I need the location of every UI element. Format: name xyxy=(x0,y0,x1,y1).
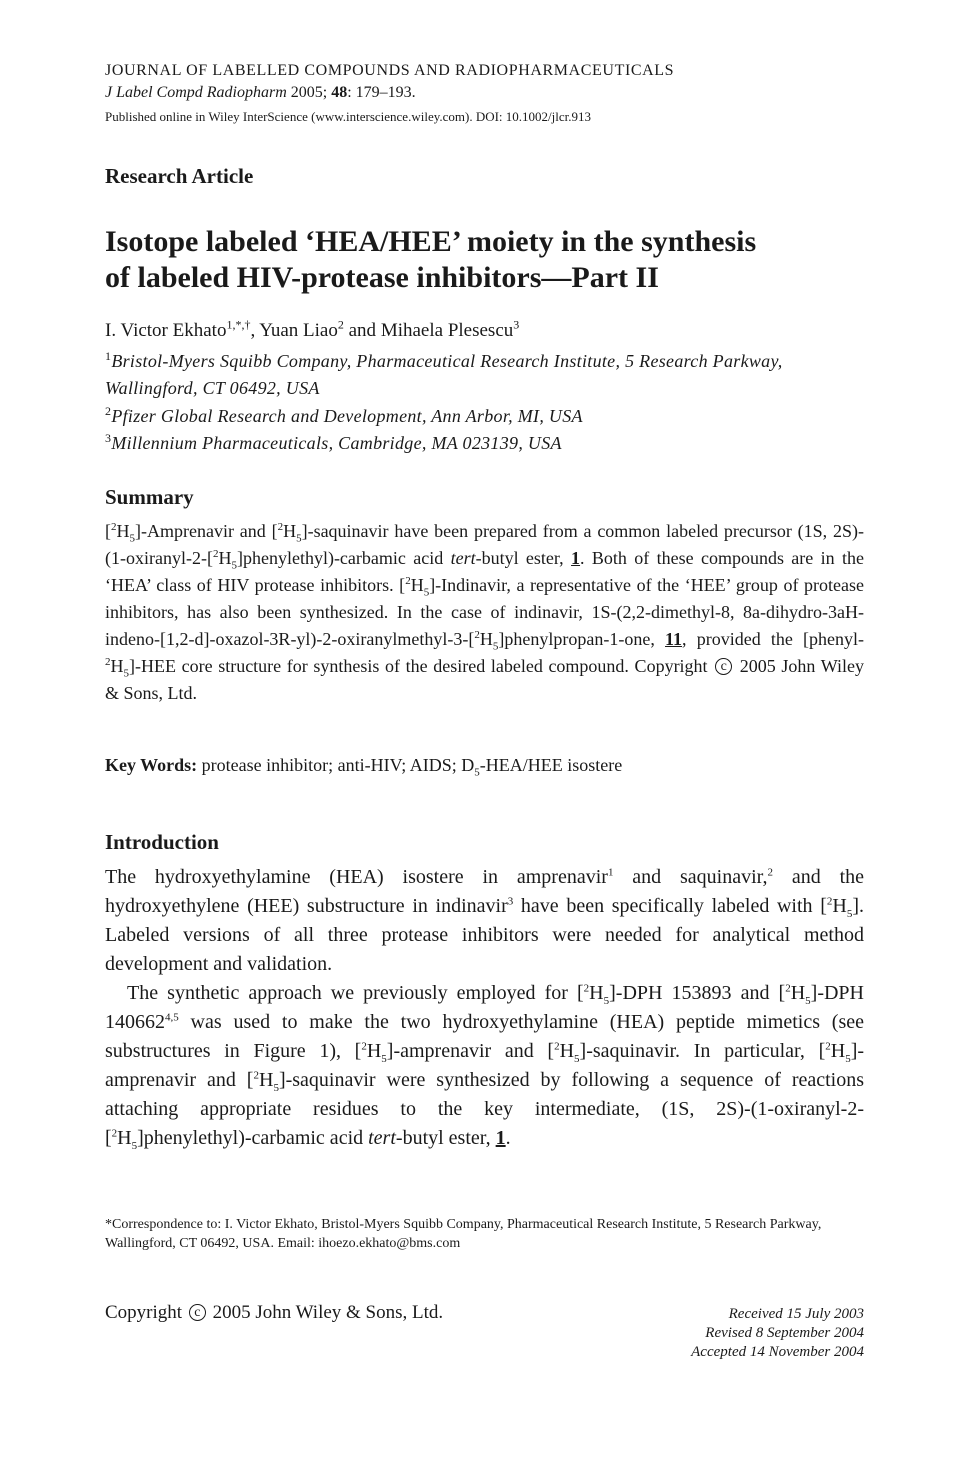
copyright-holder: 2005 John Wiley & Sons, Ltd. xyxy=(212,1302,444,1323)
affiliation-number: 1 xyxy=(105,349,112,363)
keywords-subscript: 5 xyxy=(474,766,480,779)
citation-volume: 48 xyxy=(331,84,348,101)
affiliation-text: Millennium Pharmaceuticals, Cambridge, MA 023139, USA xyxy=(111,433,562,453)
citation xyxy=(105,84,416,102)
intro-paragraph-2: The synthetic approach we previously employed for $[^2H_5]$-DPH 153893 and $[^2H_5]$-DPH 140662$^{4,5}$ was used to make the two hydroxyethylamine (HEA) peptide mimetics (see substructures in Figure 1), $[^2H_5]$-amprenavir and $[^2H_5]$-saquinavir. In particular, $[^2H_5]$-amprenavir and $[^2H_5]$-saquinavir were synthesized by following a sequence of reactions attaching appropriate residues to the key intermediate, (1S, $2S)-(1-oxiranyl-2-[^2H_5]phenylethyl)$-carbamic acid tert-butyl ester, 1. xyxy=(105,982,865,1152)
article-title xyxy=(105,224,864,296)
intro-paragraph-1: The hydroxyethylamine (HEA) isostere in amprenavir$^1$ and saquinavir,$^2$ and the hydroxyethylene (HEE) substructure in indinavir$^3$ have been specifically labeled with $[^2H_5]$. Labeled versions of all three protease inhibitors were needed for analytical method development and validation. xyxy=(105,866,865,975)
affiliation-1 xyxy=(105,348,864,402)
keywords-label: Key Words: xyxy=(105,755,198,775)
author-1: I. Victor Ekhato xyxy=(105,320,227,341)
affiliation-text: Pfizer Global Research and Development, Ann Arbor, MI, USA xyxy=(111,406,583,426)
accepted-date: Accepted 14 November 2004 xyxy=(691,1344,864,1360)
author-2-sup: 2 xyxy=(337,317,344,332)
keywords xyxy=(105,753,864,785)
title-line-1: Isotope labeled ‘HEA/HEE’ moiety in the synthesis xyxy=(105,225,757,258)
affiliation-number: 3 xyxy=(105,431,112,445)
affiliation-number: 2 xyxy=(105,404,112,418)
copyright-label: Copyright xyxy=(105,1302,183,1323)
copyright-line xyxy=(105,1301,443,1325)
journal-name: JOURNAL OF LABELLED COMPOUNDS AND RADIOPHARMACEUTICALS xyxy=(105,62,675,79)
introduction-body xyxy=(105,863,864,1153)
affiliation-2 xyxy=(105,403,864,430)
affiliation-text: Bristol-Myers Squibb Company, Pharmaceutical Research Institute, 5 Research Parkway, Wallingford, CT 06492, USA xyxy=(105,351,783,398)
copyright-icon: c xyxy=(189,1304,206,1321)
keywords-text: protease inhibitor; anti-HIV; AIDS; D xyxy=(197,755,475,775)
summary-heading: Summary xyxy=(105,485,194,509)
affiliation-3 xyxy=(105,430,864,457)
correspondence-footnote: *Correspondence to: I. Victor Ekhato, Bristol-Myers Squibb Company, Pharmaceutical Research Institute, 5 Research Parkway, Wallingford, CT 06492, USA. Email: ihoezo.ekhato@bms.com xyxy=(105,1217,822,1251)
author-list xyxy=(105,318,519,344)
received-date: Received 15 July 2003 xyxy=(728,1306,864,1322)
author-separator: , xyxy=(250,320,260,341)
citation-journal: J Label Compd Radiopharm xyxy=(105,84,287,101)
author-1-sup: 1,*,† xyxy=(226,317,251,332)
citation-year: 2005; xyxy=(290,84,328,101)
article-type: Research Article xyxy=(105,164,254,188)
revised-date: Revised 8 September 2004 xyxy=(705,1325,864,1341)
article-dates xyxy=(691,1305,864,1362)
published-online: Published online in Wiley InterScience (www.interscience.wiley.com). DOI: 10.1002/jlcr.913 xyxy=(105,109,592,124)
author-separator: and xyxy=(343,320,381,341)
author-2: Yuan Liao xyxy=(259,320,338,341)
summary-paragraph: $[^2H_5]$-Amprenavir and $[^2H_5]$-saquinavir have been prepared from a common labeled precursor (1S, $2S)-(1-oxiranyl-2-[^2H_5]phenylethyl)$-carbamic acid tert-butyl ester, 1. Both of these compounds are in the ‘HEA’ class of HIV protease inhibitors. $[^2H_5]$-Indinavir, a representative of the ‘HEE’ group of protease inhibitors, has also been synthesized. In the case of indinavir, 1S-(2,2-dimethyl-8, $8a-dihydro-3aH-indeno-[1,2-d]-oxazol-3R-yl)-2-oxiranylmethyl-3-[^2H_5]phenylpropan-1$-one, 11, provided the $[phenyl-^2H_5]$-HEE core structure for synthesis of the desired labeled compound. Copyright c 2005 John Wiley & Sons, Ltd. xyxy=(105,521,865,703)
author-3-sup: 3 xyxy=(513,317,520,332)
author-3: Mihaela Plesescu xyxy=(380,320,514,341)
citation-pages: : 179–193. xyxy=(347,84,416,101)
introduction-heading: Introduction xyxy=(105,830,219,854)
title-line-2: of labeled HIV-protease inhibitors—Part II xyxy=(105,261,659,294)
keywords-text-2: -HEA/HEE isostere xyxy=(479,755,623,775)
